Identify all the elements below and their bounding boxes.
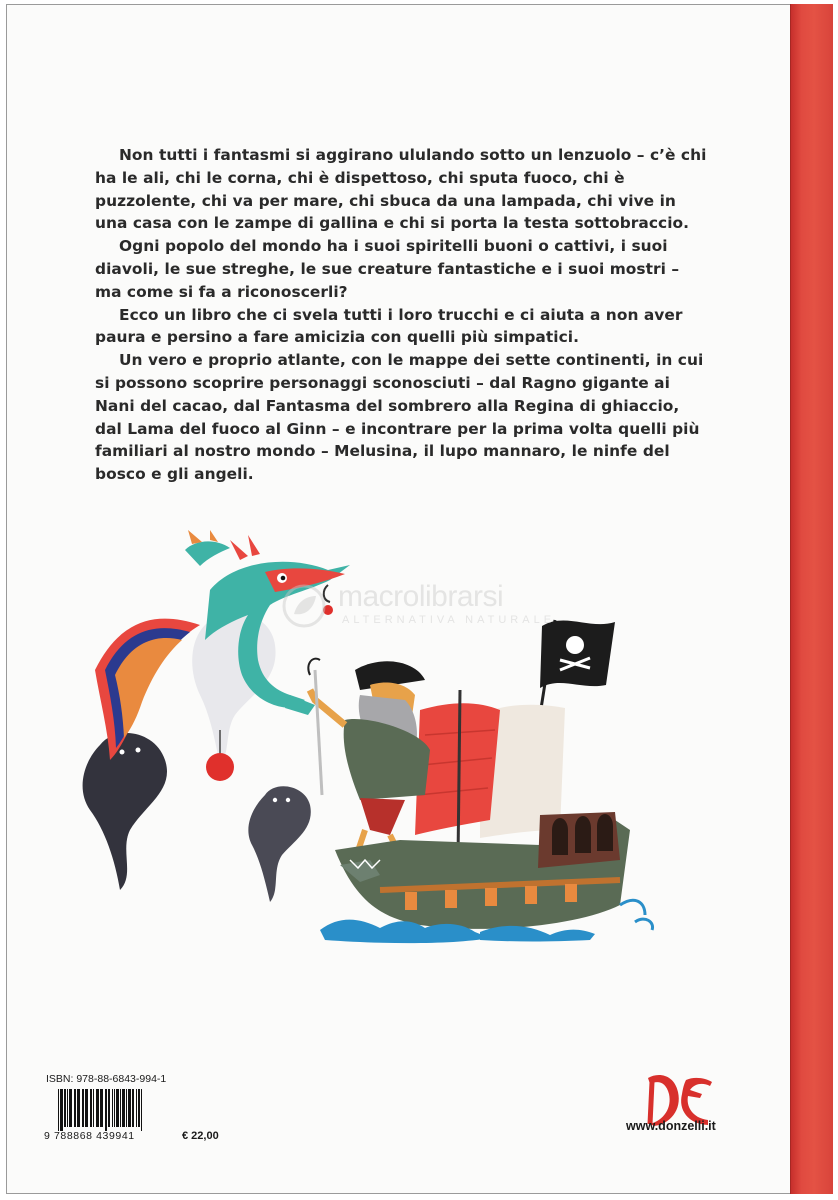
watermark-text: macrolibrarsi: [338, 580, 504, 613]
barcode: [58, 1089, 170, 1131]
ghost-left: [83, 733, 167, 890]
watermark-subtext: ALTERNATIVA NATURALE: [342, 614, 556, 626]
pirate: [308, 659, 430, 868]
red-ball: [206, 730, 234, 781]
hook: [323, 585, 333, 615]
isbn-label: ISBN: 978-88-6843-994-1: [46, 1073, 167, 1085]
pirate-flag: [540, 620, 615, 715]
blurb-paragraph-3: Ecco un libro che ci svela tutti i loro trucchi e ci aiuta a non aver paura e persino a fare amicizia con quelli più simpatici.: [95, 305, 683, 347]
price: € 22,00: [182, 1130, 219, 1142]
barcode-digits: 9 788868 439941: [44, 1130, 135, 1142]
blurb-paragraph-2: Ogni popolo del mondo ha i suoi spiritelli buoni o cattivi, i suoi diavoli, le sue streghe, le sue creature fantastiche e i suoi mostri – ma come si fa a riconoscerli?: [95, 237, 680, 301]
publisher-website: www.donzelli.it: [626, 1119, 716, 1133]
red-spine-edge: [790, 4, 833, 1194]
blurb-text: [95, 144, 710, 486]
blurb-paragraph-4: Un vero e proprio atlante, con le mappe dei sette continenti, in cui si possono scoprire personaggi sconosciuti – dal Ragno gigante ai Nani del cacao, dal Fantasma del sombrero alla Regina di ghiaccio, dal Lama del fuoco al Ginn – e incontrare per la prima volta quelli più familiari al nostro mondo – Melusina, il lupo mannaro, le ninfe del bosco e gli angeli.: [95, 351, 704, 484]
blurb-paragraph-1: Non tutti i fantasmi si aggirano ululando sotto un lenzuolo – c’è chi ha le ali, chi le corna, chi è dispettoso, chi sputa fuoco, chi è puzzolente, chi va per mare, chi sbuca da una lampada, chi vive in una casa con le zampe di gallina e chi si porta la testa sottobraccio.: [95, 146, 707, 233]
ghost-middle: [248, 786, 310, 902]
pirate-ship-illustration: [60, 530, 720, 960]
